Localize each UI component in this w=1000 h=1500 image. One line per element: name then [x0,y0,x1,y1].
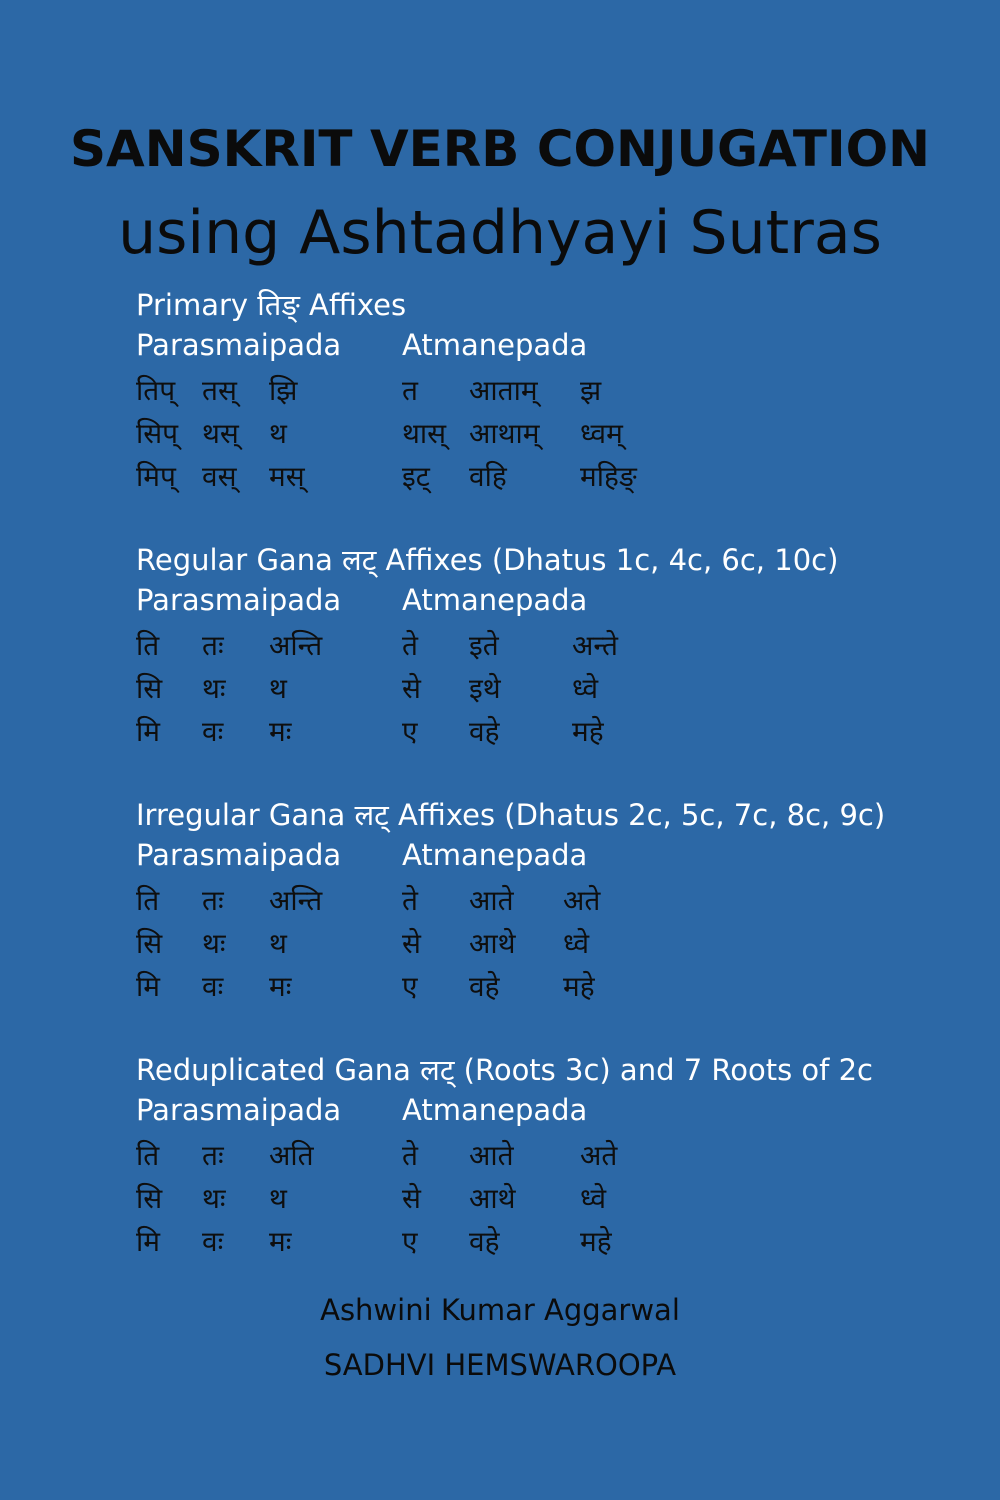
affix-cell: आथाम् [469,417,540,450]
affix-cell: तः [202,629,224,662]
parasmaipada-header: Parasmaipada [136,328,342,362]
affix-cell: ए [402,1225,418,1258]
affix-cell: सिप् [136,417,179,450]
affix-cell: मः [269,1225,292,1258]
section-heading: Regular Gana लट् Affixes (Dhatus 1c, 4c, 6c, 10c) [136,543,839,577]
atmanepada-header: Atmanepada [402,583,588,617]
affix-row [136,881,836,921]
affix-cell: तस् [202,374,237,407]
affix-cell: अन्ति [269,629,323,662]
affix-cell: तिप् [136,374,176,407]
affix-cell: मि [136,970,160,1003]
affix-cell: से [402,1182,421,1215]
affix-row [136,626,836,666]
affix-cell: ध्वे [580,1182,607,1215]
affix-row [136,712,836,752]
affix-cell: वहे [469,715,500,748]
coauthor-name: SADHVI HEMSWAROOPA [323,1348,677,1382]
affix-cell: अते [563,884,601,917]
affix-cell: मि [136,1225,160,1258]
affix-cell: वः [202,715,224,748]
affix-cell: वहि [469,460,507,493]
affix-cell: इट् [402,460,430,493]
affix-cell: ते [402,1139,418,1172]
affix-cell: अति [269,1139,314,1172]
author-name: Ashwini Kumar Aggarwal [320,1293,680,1327]
affix-row [136,1222,836,1262]
affix-cell: ए [402,970,418,1003]
affix-cell: मिप् [136,460,176,493]
affix-cell: ध्वम् [580,417,623,450]
affix-cell: ति [136,629,160,662]
affix-cell: वहे [469,1225,500,1258]
parasmaipada-header: Parasmaipada [136,838,342,872]
affix-cell: थः [202,1182,226,1215]
affix-cell: आते [469,884,514,917]
affix-cell: मस् [269,460,305,493]
affix-cell: मः [269,970,292,1003]
affix-cell: अन्ति [269,884,323,917]
affix-cell: वहे [469,970,500,1003]
affix-cell: थ [269,927,287,960]
atmanepada-header: Atmanepada [402,328,588,362]
affix-cell: आथे [469,927,516,960]
atmanepada-header: Atmanepada [402,838,588,872]
affix-cell: महे [563,970,595,1003]
affix-cell: महे [572,715,604,748]
affix-cell: ते [402,629,418,662]
affix-cell: तः [202,884,224,917]
affix-cell: आथे [469,1182,516,1215]
affix-cell: से [402,672,421,705]
affix-cell: अन्ते [572,629,618,662]
affix-cell: तः [202,1139,224,1172]
section-heading: Primary तिङ् Affixes [136,288,407,322]
affix-cell: थ [269,1182,287,1215]
affix-row [136,1179,836,1219]
affix-cell: थः [202,927,226,960]
affix-row [136,924,836,964]
section-heading: Irregular Gana लट् Affixes (Dhatus 2c, 5c, 7c, 8c, 9c) [136,798,886,832]
affix-cell: झि [269,374,298,407]
affix-cell: अते [580,1139,618,1172]
affix-cell: झ [580,374,602,407]
affix-cell: आताम् [469,374,538,407]
affix-cell: आते [469,1139,514,1172]
affix-cell: ति [136,884,160,917]
parasmaipada-header: Parasmaipada [136,1093,342,1127]
affix-row [136,1136,836,1176]
affix-cell: थ [269,417,287,450]
book-subtitle: using Ashtadhyayi Sutras [118,198,882,268]
section-heading: Reduplicated Gana लट् (Roots 3c) and 7 Roots of 2c [136,1053,873,1087]
affix-row [136,457,836,497]
affix-cell: वस् [202,460,237,493]
affix-cell: ते [402,884,418,917]
affix-row [136,967,836,1007]
parasmaipada-header: Parasmaipada [136,583,342,617]
affix-cell: थ [269,672,287,705]
affix-cell: महिङ् [580,460,637,493]
affix-row [136,414,836,454]
affix-cell: ध्वे [572,672,599,705]
affix-cell: थस् [202,417,239,450]
affix-cell: सि [136,1182,163,1215]
affix-cell: से [402,927,421,960]
affix-cell: त [402,374,418,407]
affix-cell: ध्वे [563,927,590,960]
affix-cell: थः [202,672,226,705]
affix-cell: मः [269,715,292,748]
affix-cell: थास् [402,417,447,450]
affix-cell: ए [402,715,418,748]
affix-row [136,669,836,709]
affix-cell: इथे [469,672,501,705]
affix-cell: वः [202,1225,224,1258]
affix-row [136,371,836,411]
affix-cell: महे [580,1225,612,1258]
affix-cell: वः [202,970,224,1003]
affix-cell: सि [136,927,163,960]
affix-cell: इते [469,629,499,662]
atmanepada-header: Atmanepada [402,1093,588,1127]
book-title: SANSKRIT VERB CONJUGATION [70,120,930,178]
affix-cell: मि [136,715,160,748]
affix-cell: सि [136,672,163,705]
affix-cell: ति [136,1139,160,1172]
